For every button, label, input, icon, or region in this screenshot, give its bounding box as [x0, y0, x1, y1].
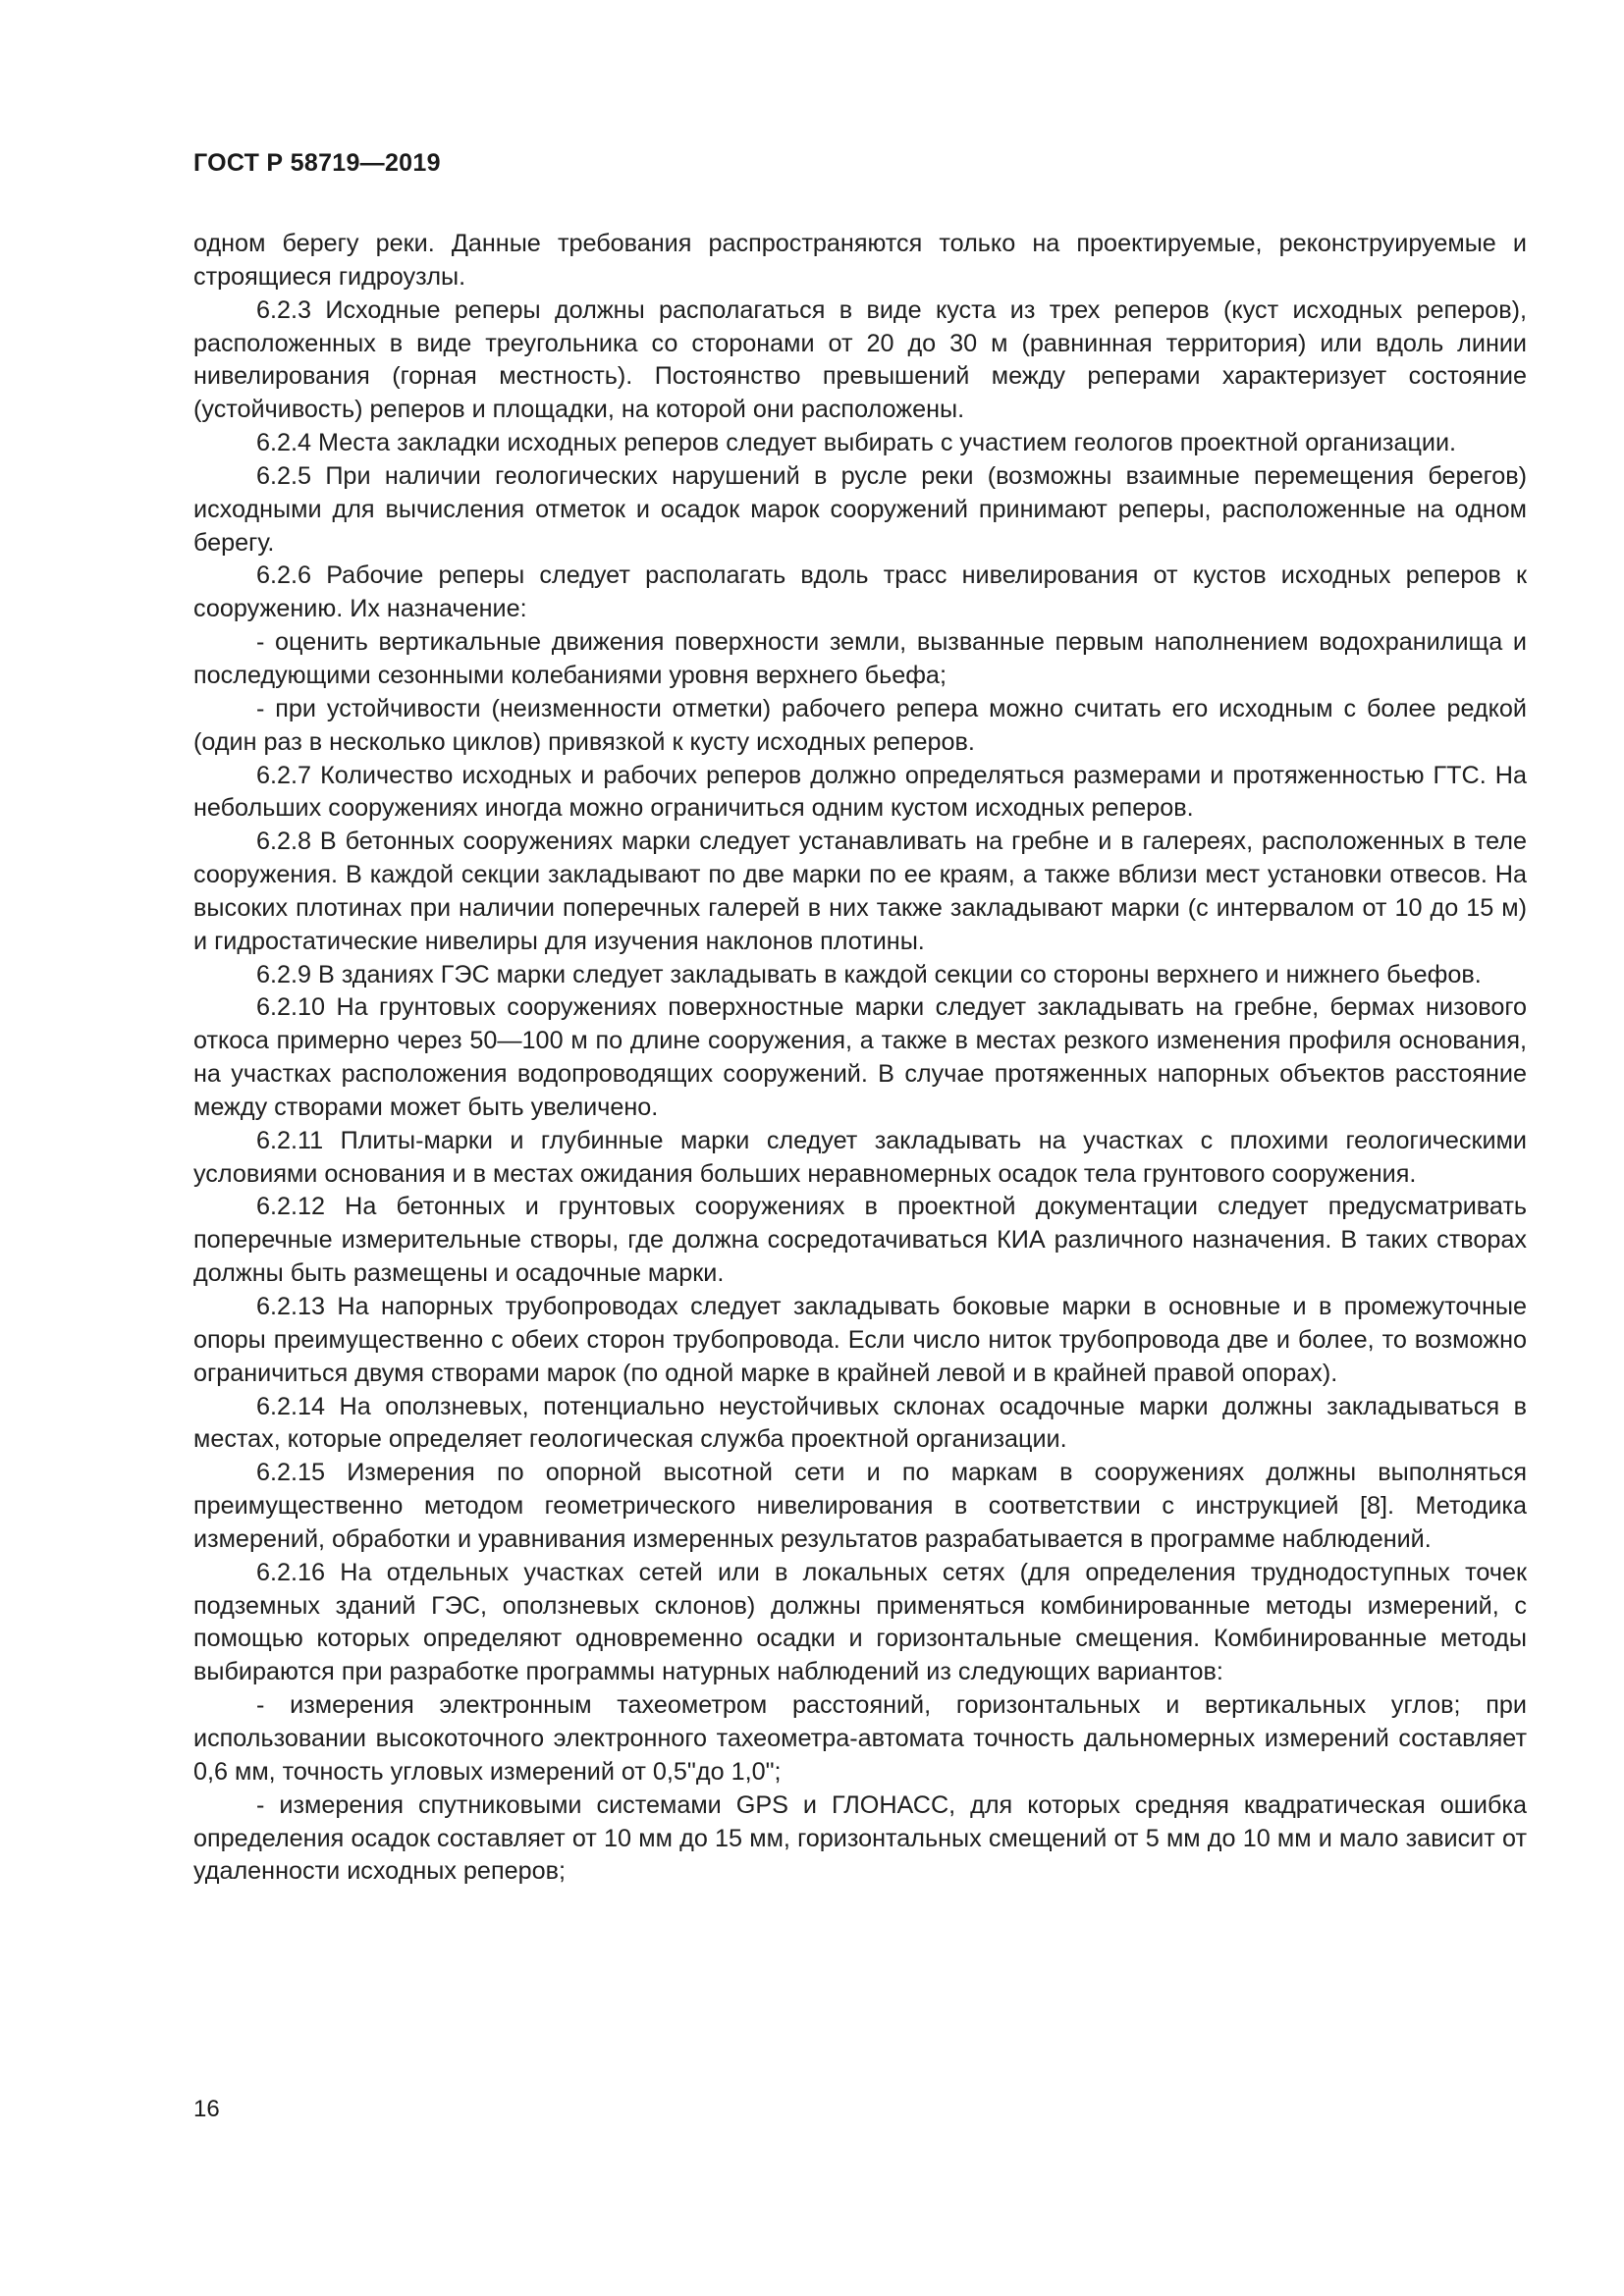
paragraph-continuation: одном берегу реки. Данные требования распространяются только на проектируемые, реконструируемые и строящиеся гидроузлы. [193, 230, 1527, 291]
list-item-6-2-16-b: - измерения спутниковыми системами GPS и ГЛОНАСС, для которых средняя квадратическая ошибка определения осадок составляет от 10 мм до 15 мм, горизонтальных смещений от 5 мм до 10 мм и мало зависит от удаленности исходных реперов; [193, 1790, 1527, 1886]
list-item-6-2-16-a: - измерения электронным тахеометром расстояний, горизонтальных и вертикальных углов; при использовании высокоточного электронного тахеометра-автомата точность дальномерных измерений составляет 0,6 мм, точность угловых измерений от 0,5"до 1,0"; [193, 1691, 1527, 1786]
paragraph-6-2-9: 6.2.9 В зданиях ГЭС марки следует закладывать в каждой секции со стороны верхнего и нижнего бьефов. [256, 960, 1482, 988]
paragraph-6-2-15: 6.2.15 Измерения по опорной высотной сети и по маркам в сооружениях должны выполняться преимущественно методом геометрического нивелирования в соответствии с инструкцией [8]. Методика измерений, обработки и уравнивания измеренных результатов разрабатывается в программе наблюдений. [193, 1459, 1527, 1553]
list-item-6-2-6-a: - оценить вертикальные движения поверхности земли, вызванные первым наполнением водохранилища и последующими сезонными колебаниями уровня верхнего бьефа; [193, 628, 1527, 689]
page-number: 16 [193, 2096, 220, 2122]
paragraph-6-2-6: 6.2.6 Рабочие реперы следует располагать вдоль трасс нивелирования от кустов исходных реперов к сооружению. Их назначение: [193, 561, 1527, 623]
document-body [193, 228, 1527, 1889]
paragraph-6-2-3: 6.2.3 Исходные реперы должны располагаться в виде куста из трех реперов (куст исходных реперов), расположенных в виде треугольника со сторонами от 20 до 30 м (равнинная территория) или вдоль линии нивелирования (горная местность). Постоянство превышений между реперами характеризует состояние (устойчивость) реперов и площадки, на которой они расположены. [193, 295, 1527, 424]
paragraph-6-2-14: 6.2.14 На оползневых, потенциально неустойчивых склонах осадочные марки должны закладываться в местах, которые определяет геологическая служба проектной организации. [193, 1392, 1527, 1454]
paragraph-6-2-13: 6.2.13 На напорных трубопроводах следует закладывать боковые марки в основные и в промежуточные опоры преимущественно с обеих сторон трубопровода. Если число ниток трубопровода две и более, то возможно ограничиться двумя створами марок (по одной марке в крайней левой и в крайней правой опорах). [193, 1293, 1527, 1387]
list-item-6-2-6-b: - при устойчивости (неизменности отметки) рабочего репера можно считать его исходным с более редкой (один раз в несколько циклов) привязкой к кусту исходных реперов. [193, 694, 1527, 756]
paragraph-6-2-12: 6.2.12 На бетонных и грунтовых сооружениях в проектной документации следует предусматривать поперечные измерительные створы, где должна сосредотачиваться КИА различного назначения. В таких створах должны быть размещены и осадочные марки. [193, 1193, 1527, 1288]
paragraph-6-2-8: 6.2.8 В бетонных сооружениях марки следует устанавливать на гребне и в галереях, расположенных в теле сооружения. В каждой секции закладывают по две марки по ее краям, а также вблизи мест установки отвесов. На высоких плотинах при наличии поперечных галерей в них также закладывают марки (с интервалом от 10 до 15 м) и гидростатические нивелиры для изучения наклонов плотины. [193, 828, 1527, 955]
document-header: ГОСТ Р 58719—2019 [193, 149, 441, 177]
paragraph-6-2-7: 6.2.7 Количество исходных и рабочих реперов должно определяться размерами и протяженностью ГТС. На небольших сооружениях иногда можно ограничиться одним кустом исходных реперов. [193, 761, 1527, 823]
paragraph-6-2-5: 6.2.5 При наличии геологических нарушений в русле реки (возможны взаимные перемещения берегов) исходными для вычисления отметок и осадок марок сооружений принимают реперы, расположенные на одном берегу. [193, 461, 1527, 557]
paragraph-6-2-4: 6.2.4 Места закладки исходных реперов следует выбирать с участием геологов проектной организации. [256, 429, 1457, 457]
paragraph-6-2-11: 6.2.11 Плиты-марки и глубинные марки следует закладывать на участках с плохими геологическими условиями основания и в местах ожидания больших неравномерных осадок тела грунтового сооружения. [193, 1126, 1527, 1188]
paragraph-6-2-10: 6.2.10 На грунтовых сооружениях поверхностные марки следует закладывать на гребне, бермах низового откоса примерно через 50—100 м по длине сооружения, а также в местах резкого изменения профиля основания, на участках расположения водопроводящих сооружений. В случае протяженных напорных объектов расстояние между створами может быть увеличено. [193, 993, 1527, 1121]
paragraph-6-2-16: 6.2.16 На отдельных участках сетей или в локальных сетях (для определения труднодоступных точек подземных зданий ГЭС, оползневых склонов) должны применяться комбинированные методы измерений, с помощью которых определяют одновременно осадки и горизонтальные смещения. Комбинированные методы выбираются при разработке программы натурных наблюдений из следующих вариантов: [193, 1558, 1527, 1686]
